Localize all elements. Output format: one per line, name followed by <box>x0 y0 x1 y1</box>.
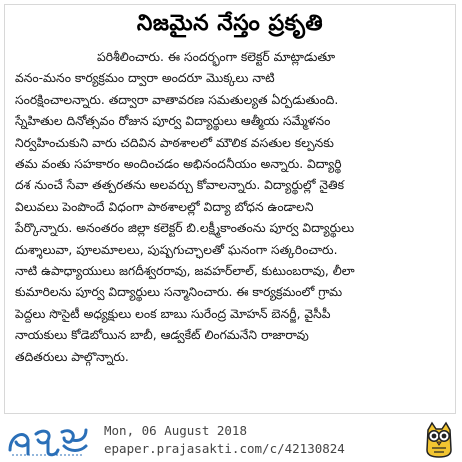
epaper-url[interactable]: epaper.prajasakti.com/c/42130824 <box>104 441 345 456</box>
article-line-1: పరిశీలించారు. ఈ సందర్భంగా కలెక్టర్ మాట్లాడుతూ <box>97 50 336 64</box>
article-line-8: విలువలు పెంపొందే విధంగా పాఠశాలల్లో విద్యా బోధన ఉండాలని <box>15 199 314 214</box>
article-line-9: పేర్కొన్నారు. అనంతరం జిల్లా కలెక్టర్ బి.లక్ష్మీకాంతంను పూర్వ విద్యార్థులు <box>15 221 355 236</box>
prajasakti-logo-icon[interactable] <box>4 420 92 458</box>
article-line-4: స్నేహితుల దినోత్సవం రోజున పూర్వ విద్యార్థులు ఆత్మీయ సమ్మేళనం <box>15 114 331 129</box>
article-line-6: తమ వంతు సహకారం అందించడం అభినందనీయం అన్నారు. విద్యార్థి <box>15 157 342 172</box>
footer-meta <box>104 422 345 458</box>
epaper-footer <box>0 414 462 462</box>
article-line-11: నాటి ఉపాధ్యాయులు జగదీశ్వరరావు, జవహర్‌లాల్, కుటుంబరావు, లీలా <box>15 264 355 279</box>
article-headline: నిజమైన నేస్తం ప్రకృతి <box>136 11 324 36</box>
article-line-12: కుమారిలను పూర్వ విద్యార్థులు సన్మానించారు. ఈ కార్యక్రమంలో గ్రామ <box>15 285 343 300</box>
article-line-15: తదితరులు పాల్గొన్నారు. <box>15 349 129 364</box>
article-line-10: దుశ్శాలువా, పూలమాలలు, పుష్పగుచ్ఛాలతో ఘనంగా సత్కరించారు. <box>15 242 338 257</box>
article-line-2: వనం-మనం కార్యక్రమం ద్వారా అందరూ మొక్కలు నాటి <box>15 71 275 86</box>
publication-date: Mon, 06 August 2018 <box>104 423 247 438</box>
article-line-13: పెద్దలు సొసైటీ అధ్యక్షులు లంక బాబు సురేంద్ర మోహన్ బెనర్జీ, వైసీపీ <box>15 306 331 321</box>
article-line-14: నాయకులు కోడెబోయిన బాబీ, ఆడ్వకేట్ లింగమనేని రాజారావు <box>15 328 309 343</box>
article-line-7: దశ నుంచే సేవా తత్పరతను అలవర్చు కోవాలన్నారు. విద్యార్థుల్లో నైతిక <box>15 178 345 193</box>
owl-icon <box>424 420 454 458</box>
news-clipping <box>4 4 456 414</box>
article-line-3: సంరక్షించాలన్నారు. తద్వారా వాతావరణ సమతుల్యత ఏర్పడుతుంది. <box>15 92 339 107</box>
article-line-5: నిర్వహించుకుని వారు చదివిన పాఠశాలలో మౌలిక వసతుల కల్పనకు <box>15 135 334 150</box>
article-body <box>15 47 447 368</box>
